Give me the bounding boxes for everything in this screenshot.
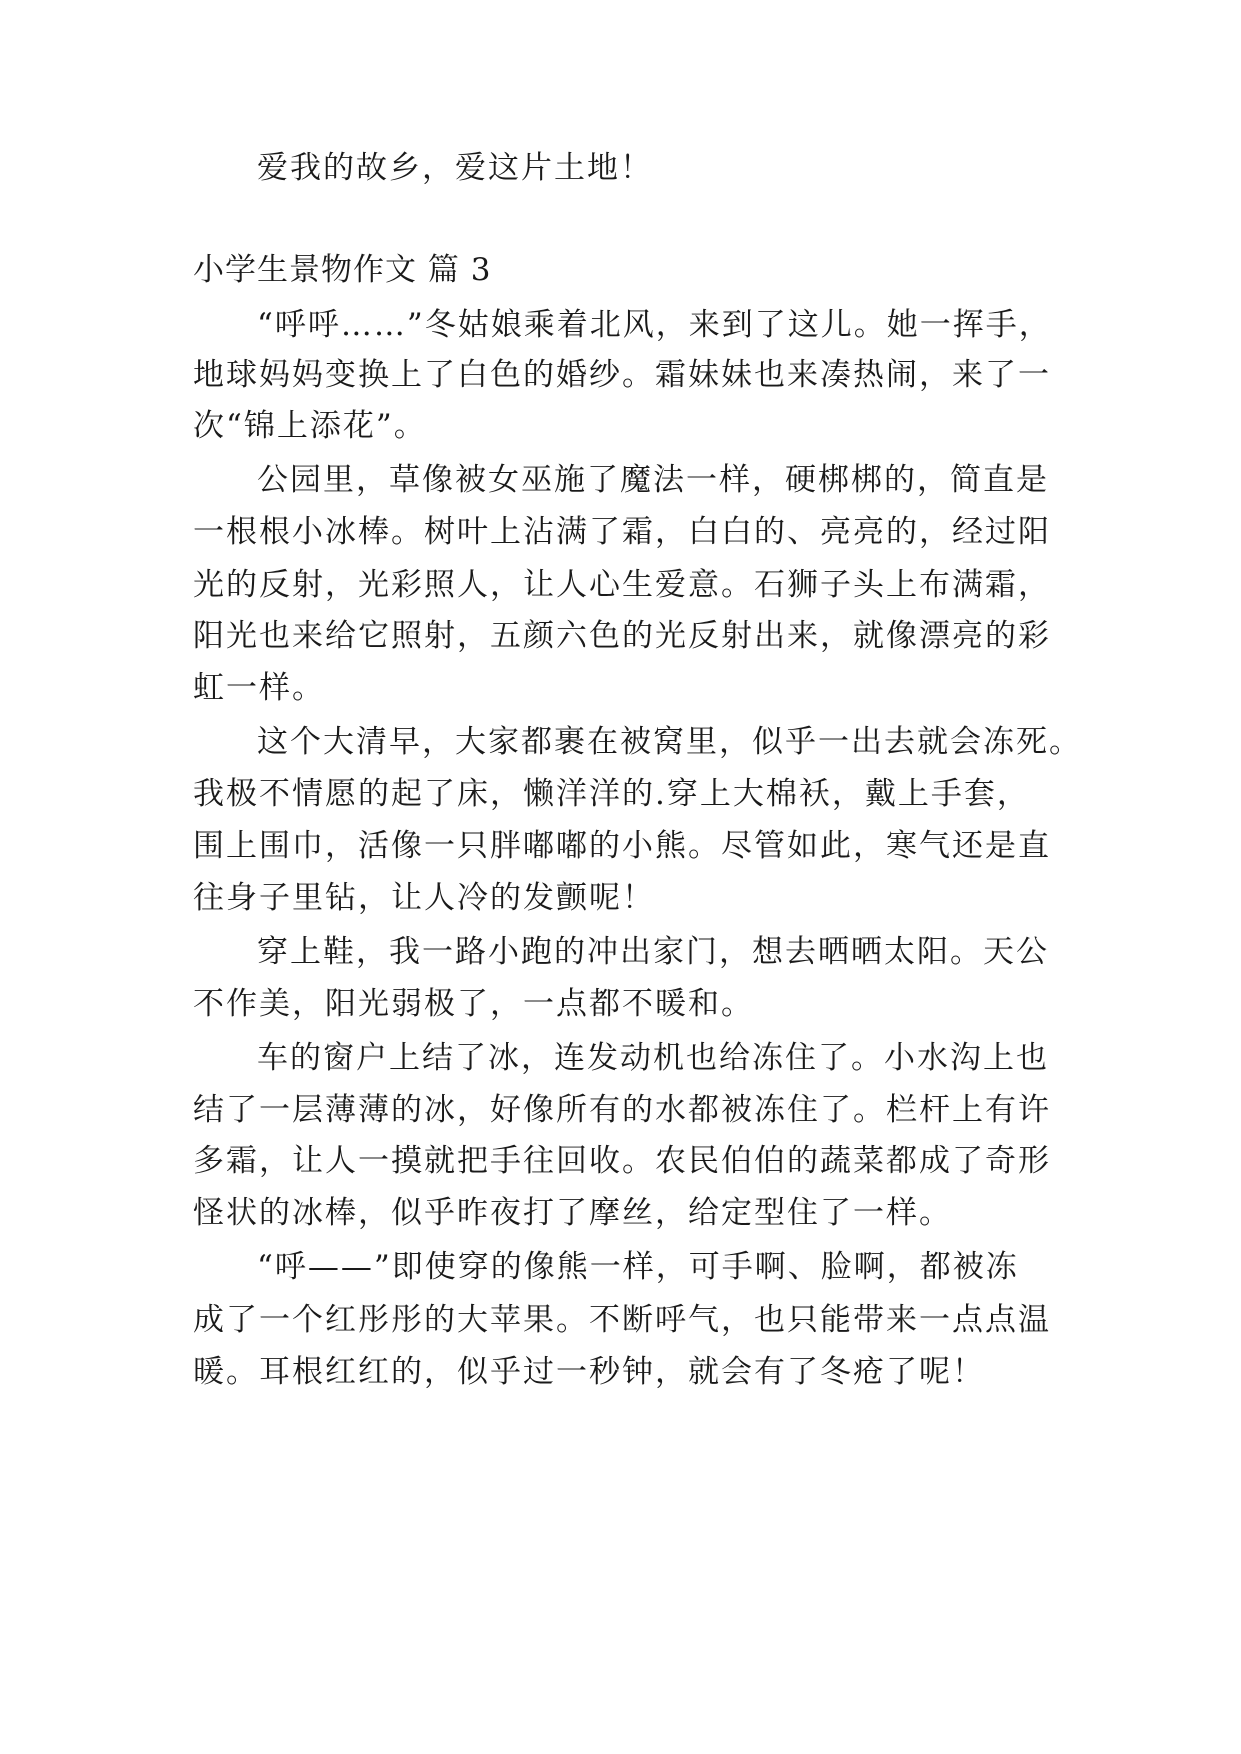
paragraph-2-line-4: 阳光也来给它照射，五颜六色的光反射出来，就像漂亮的彩 (193, 618, 1051, 654)
paragraph-3-line-3: 围上围巾，活像一只胖嘟嘟的小熊。尽管如此，寒气还是直 (193, 828, 1051, 864)
paragraph-2-line-3: 光的反射，光彩照人，让人心生爱意。石狮子头上布满霜， (193, 567, 1051, 603)
paragraph-2-line-1: 公园里，草像被女巫施了魔法一样，硬梆梆的，简直是 (257, 462, 1049, 498)
paragraph-2-line-2: 一根根小冰棒。树叶上沾满了霜，白白的、亮亮的，经过阳 (193, 514, 1051, 550)
paragraph-5-line-4: 怪状的冰棒，似乎昨夜打了摩丝，给定型住了一样。 (193, 1195, 952, 1231)
paragraph-5-line-2: 结了一层薄薄的冰，好像所有的水都被冻住了。栏杆上有许 (193, 1092, 1051, 1128)
paragraph-4-line-2: 不作美，阳光弱极了，一点都不暖和。 (193, 986, 754, 1022)
section-title: 小学生景物作文 篇 3 (193, 252, 492, 288)
paragraph-5-line-1: 车的窗户上结了冰，连发动机也给冻住了。小水沟上也 (257, 1040, 1049, 1076)
paragraph-6-line-2: 成了一个红彤彤的大苹果。不断呼气，也只能带来一点点温 (193, 1302, 1051, 1338)
intro-line: 爱我的故乡，爱这片土地！ (257, 150, 653, 186)
paragraph-5-line-3: 多霜，让人一摸就把手往回收。农民伯伯的蔬菜都成了奇形 (193, 1143, 1051, 1179)
paragraph-3-line-4: 往身子里钻，让人冷的发颤呢！ (193, 880, 655, 916)
paragraph-6-line-1: “呼——”即使穿的像熊一样，可手啊、脸啊，都被冻 (257, 1249, 1019, 1285)
paragraph-3-line-2: 我极不情愿的起了床，懒洋洋的.穿上大棉袄，戴上手套， (193, 776, 1030, 812)
paragraph-1-line-2: 地球妈妈变换上了白色的婚纱。霜妹妹也来凑热闹，来了一 (193, 357, 1051, 393)
paragraph-4-line-1: 穿上鞋，我一路小跑的冲出家门，想去晒晒太阳。天公 (257, 934, 1049, 970)
paragraph-2-line-5: 虹一样。 (193, 670, 325, 706)
paragraph-6-line-3: 暖。耳根红红的，似乎过一秒钟，就会有了冬疮了呢！ (193, 1354, 985, 1390)
paragraph-1-line-3: 次“锦上添花”。 (193, 408, 427, 444)
paragraph-1-line-1: “呼呼……”冬姑娘乘着北风，来到了这儿。她一挥手， (257, 307, 1052, 343)
paragraph-3-line-1: 这个大清早，大家都裹在被窝里，似乎一出去就会冻死。 (257, 724, 1082, 760)
